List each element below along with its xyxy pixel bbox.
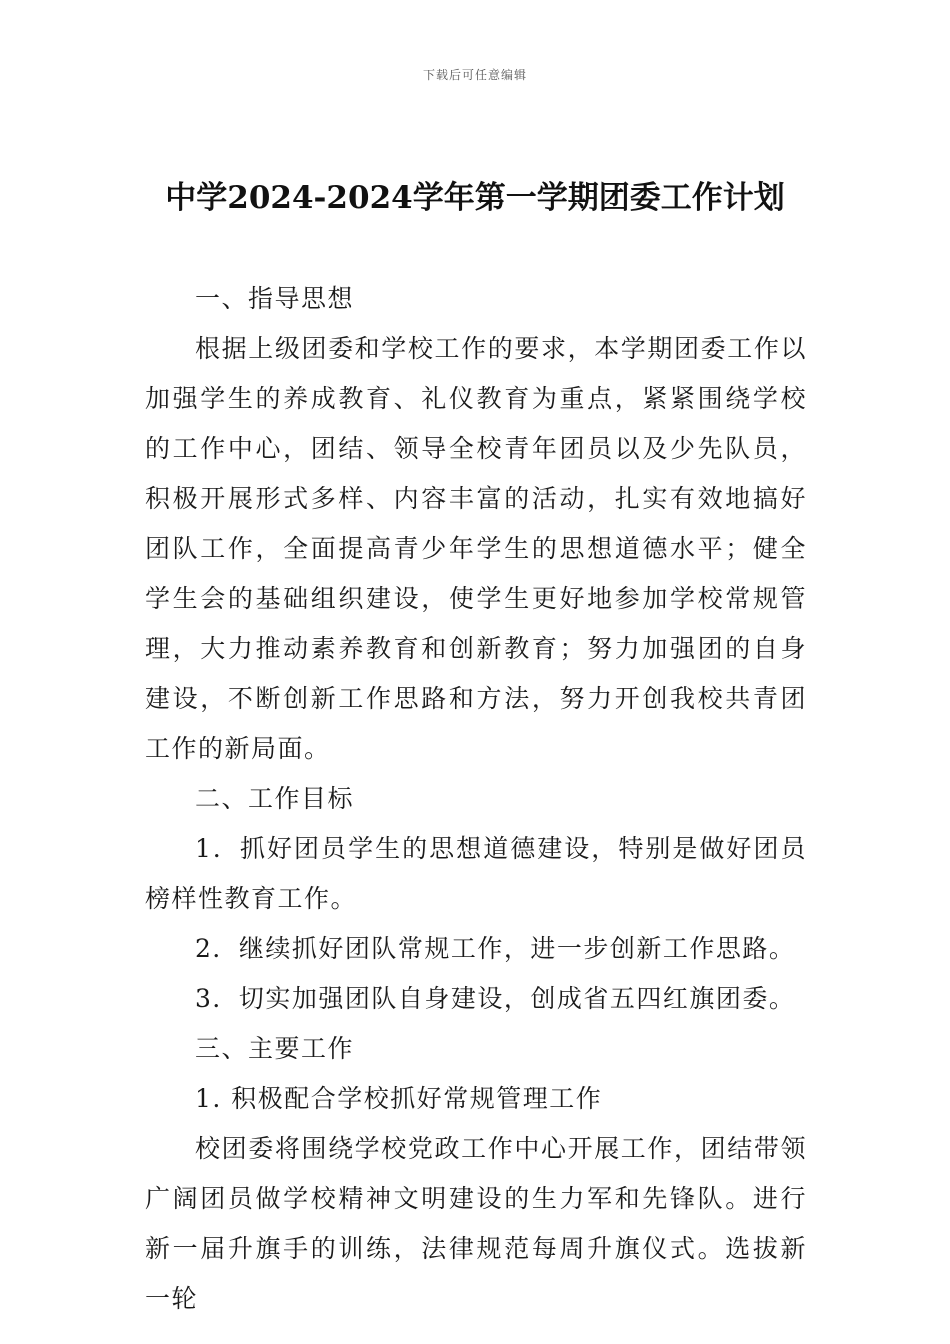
subsection-heading-routine-management: 1. 积极配合学校抓好常规管理工作 [195, 1084, 603, 1113]
section-heading-main-work: 三、主要工作 [195, 1034, 355, 1063]
paragraph-routine-management: 校团委将围绕学校党政工作中心开展工作，团结带领广阔团员做学校精神文明建设的生力军和先锋队。进行新一届升旗手的训练，法律规范每周升旗仪式。选拔新一轮 [145, 1134, 807, 1313]
goal-item-2: 2．继续抓好团队常规工作，进一步创新工作思路。 [195, 934, 796, 963]
section-heading-guiding-thought: 一、指导思想 [195, 284, 355, 313]
section-heading-work-goals: 二、工作目标 [195, 784, 355, 813]
document-title: 中学2024-2024学年第一学期团委工作计划 [165, 180, 785, 216]
header-note: 下载后可任意编辑 [422, 68, 527, 82]
paragraph-guiding-thought: 根据上级团委和学校工作的要求，本学期团委工作以加强学生的养成教育、礼仪教育为重点，紧紧围绕学校的工作中心，团结、领导全校青年团员以及少先队员，积极开展形式多样、内容丰富的活动，扎实有效地搞好团队工作，全面提高青少年学生的思想道德水平；健全学生会的基础组织建设，使学生更好地参加学校常规管理，大力推动素养教育和创新教育；努力加强团的自身建设，不断创新工作思路和方法，努力开创我校共青团工作的新局面。 [145, 334, 807, 763]
goal-item-1: 1．抓好团员学生的思想道德建设，特别是做好团员榜样性教育工作。 [145, 834, 807, 913]
goal-item-3: 3．切实加强团队自身建设，创成省五四红旗团委。 [195, 984, 796, 1013]
document-body [145, 274, 807, 1324]
